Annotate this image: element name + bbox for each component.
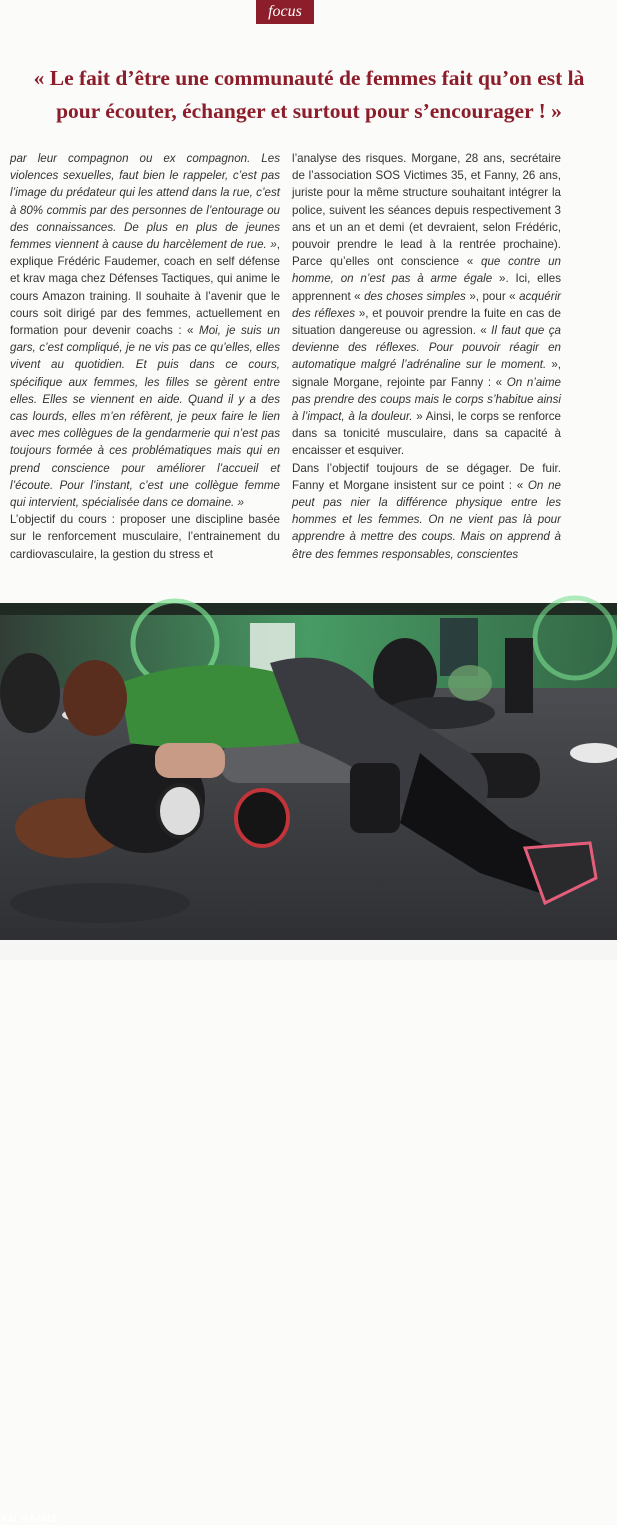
section-tag: focus	[256, 0, 314, 24]
article-column-right	[292, 150, 561, 563]
body-text: , explique Frédéric Faudemer, coach en self défense et krav maga chez Défenses Tactiques, qui anime le cours Amazon training. Il souhaite à l’avenir que le cours soit dirigé par des femmes, actuellement en formation pour devenir coachs : «	[10, 238, 280, 338]
article-paragraph	[292, 150, 561, 460]
body-text: » Ainsi, le corps se renforce dans sa tonicité musculaire, dans sa capacité à encaisser et esquiver.	[292, 410, 561, 458]
quoted-text: par leur compagnon ou ex compagnon. Les violences sexuelles, faut bien le rappeler, c’est pas l’image du prédateur qui les attend dans la rue, c’est à 80% commis par des personnes de l’entourage ou des connaissances. De plus en plus de jeunes femmes viennent à cause du harcèlement de rue. »	[10, 152, 280, 252]
body-text: Dans l’objectif toujours de se dégager. De fuir. Fanny et Morgane insistent sur ce point : «	[292, 461, 561, 492]
page-bottom-margin	[0, 940, 617, 960]
self-defense-training-photo	[0, 603, 617, 940]
body-text: », signale Morgane, rejointe par Fanny : «	[292, 358, 561, 389]
quoted-text: On ne peut pas nier la différence physique entre les hommes et les femmes. On ne vient pas là pour apprendre à mettre des coups. Mais on apprend à être des femmes responsables, conscientes	[292, 478, 561, 561]
article-paragraph	[10, 150, 280, 511]
quoted-text: acquérir des réflexes	[292, 289, 562, 320]
pull-quote: « Le fait d’être une communauté de femmes fait qu’on est là pour écouter, échanger et surtout pour s’encourager ! »	[33, 66, 585, 123]
body-text: L’objectif du cours : proposer une discipline basée sur le renforcement musculaire, l’entrainement du cardiovasculaire, la gestion du stress et	[10, 513, 280, 561]
article-column-left	[10, 150, 280, 563]
quoted-text: Moi, je suis un gars, c’est compliqué, je ne vis pas ce qu’elles, elles vivent au quotidien. Et puis dans ce cours, spécifique aux femmes, les filles se gèrent entre elles. Elles se viennent en aide. Quand il y a des cas lourds, elles m’en réfèrent, je peux faire le lien avec mes collègues de la gendarmerie qui n’est pas toujours formée à ces problématiques mais qui en prend conscience pour améliorer l’accueil et l’écoute. Pour l’instant, c’est une collègue femme qui intervient, spécialisée dans ce domaine. »	[10, 324, 280, 510]
article-paragraph	[292, 460, 561, 563]
article-photo	[0, 603, 617, 1525]
body-text: l’analyse des risques. Morgane, 28 ans, secrétaire de l’association SOS Victimes 35, et Fanny, 26 ans, juriste pour la même structure souhaitant intégrer la police, suivent les séances depuis respectivement 3 ans et un an et demi (et devraient, selon Frédéric, pouvoir prendre le lead à la rentrée prochaine). Parce qu’elles ont conscience «	[292, 152, 561, 269]
photo-credit: AN RAMIS	[0, 1513, 59, 1525]
body-text: », pour «	[465, 289, 520, 303]
body-text: ». Ici, elles apprennent «	[292, 272, 561, 303]
quoted-text: des choses simples	[364, 289, 466, 303]
quoted-text: Il faut que ça devienne des réflexes. Pour pouvoir réagir en automatique malgré l’adrénaline sur le moment.	[292, 324, 561, 372]
body-text: », et pouvoir prendre la fuite en cas de situation dangereuse ou agression. «	[292, 306, 561, 338]
quoted-text: On n’aime pas prendre des coups mais le corps s’habitue ainsi à l’impact, à la douleur.	[292, 375, 561, 424]
article-paragraph	[10, 511, 280, 563]
quoted-text: que contre un homme, on n’est pas à arme égale	[292, 255, 561, 286]
